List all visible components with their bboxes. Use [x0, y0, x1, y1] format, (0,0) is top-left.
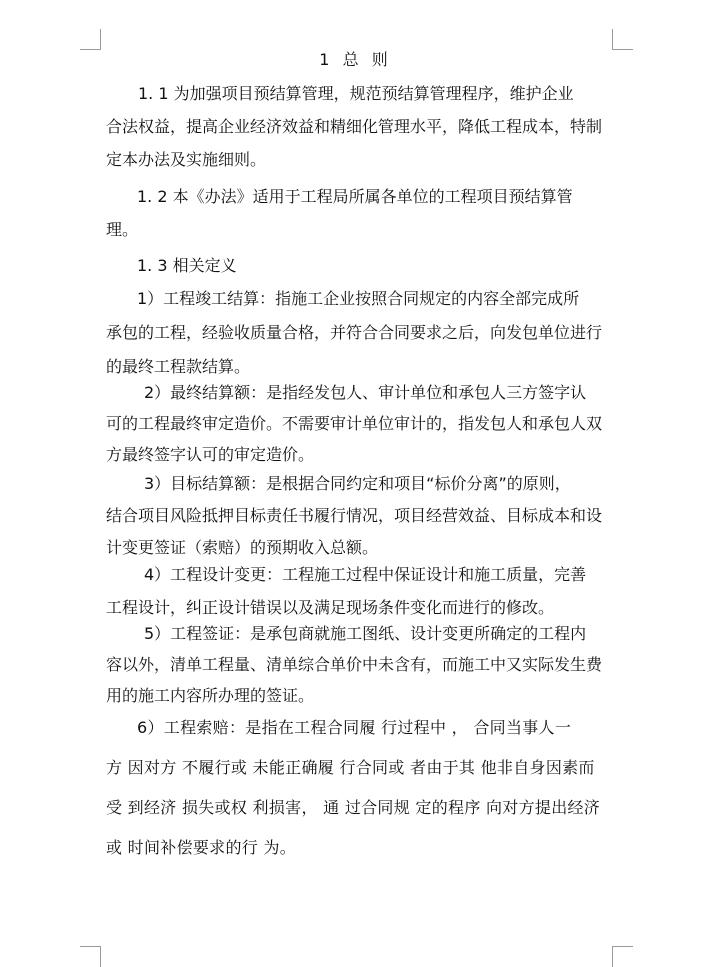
definition-3-continuation: 结合项目风险抵押目标责任书履行情况，项目经营效益、目标成本和设计变更签证（索赔）的预期收入总额。 [106, 506, 603, 557]
crop-mark-bottom-left [80, 946, 101, 967]
clause-1-1-continuation: 合法权益，提高企业经济效益和精细化管理水平，降低工程成本，特制定本办法及实施细则。 [106, 117, 603, 169]
clause-1-1 [106, 77, 606, 176]
clause-1-3-heading: 1. 3 相关定义 [137, 256, 237, 275]
definition-1-continuation: 承包的工程，经验收质量合格，并符合合同要求之后，向发包单位进行的最终工程款结算。 [106, 323, 603, 376]
crop-mark-top-left [80, 29, 101, 50]
definition-4-continuation: 工程设计，纠正设计错误以及满足现场条件变化而进行的修改。 [106, 598, 555, 617]
clause-1-2-first-line: 1. 2 本《办法》适用于工程局所属各单位的工程项目预结算管 [137, 187, 573, 206]
definition-2-continuation: 可的工程最终审定造价。不需要审计单位审计的，指发包人和承包人双方最终签字认可的审定造价。 [106, 414, 603, 464]
definition-2 [106, 377, 606, 470]
definition-3-first-line: 3）目标结算额：是根据合同约定和项目“标价分离”的原则， [144, 474, 571, 493]
chapter-title: 1 总 则 [319, 50, 389, 69]
definition-6-first-line: 6）工程索赔：是指在工程合同履 行过程中 ， 合同当事人一 [137, 718, 572, 737]
definition-5 [106, 618, 606, 711]
definition-2-first-line: 2）最终结算额：是指经发包人、审计单位和承包人三方签字认 [144, 383, 587, 402]
crop-mark-top-right [612, 29, 633, 50]
clause-1-2-continuation: 理。 [106, 220, 139, 239]
definition-5-continuation: 容以外，清单工程量、清单综合单价中未含有，而施工中又实际发生费用的施工内容所办理的签证。 [106, 655, 603, 705]
definition-1 [106, 282, 606, 384]
crop-mark-bottom-right [612, 946, 633, 967]
clause-1-1-first-line: 1. 1 为加强项目预结算管理，规范预结算管理程序，维护企业 [138, 84, 574, 103]
definition-1-first-line: 1）工程竣工结算：指施工企业按照合同规定的内容全部完成所 [137, 289, 580, 308]
clause-1-2 [106, 180, 606, 246]
definition-6 [106, 708, 606, 868]
definition-5-first-line: 5）工程签证：是承包商就施工图纸、设计变更所确定的工程内 [144, 624, 587, 643]
clause-1-3 [106, 249, 606, 282]
definition-4 [106, 558, 606, 624]
definition-3 [106, 468, 606, 564]
definition-4-first-line: 4）工程设计变更：工程施工过程中保证设计和施工质量，完善 [144, 565, 587, 584]
definition-6-continuation: 方 因对方 不履行或 未能正确履 行合同或 者由于其 他非自身因素而受 到经济 损失或权 利损害， 通 过合同规 定的程序 向对方提出经济或 时间补偿要求的行 为。 [106, 758, 601, 857]
